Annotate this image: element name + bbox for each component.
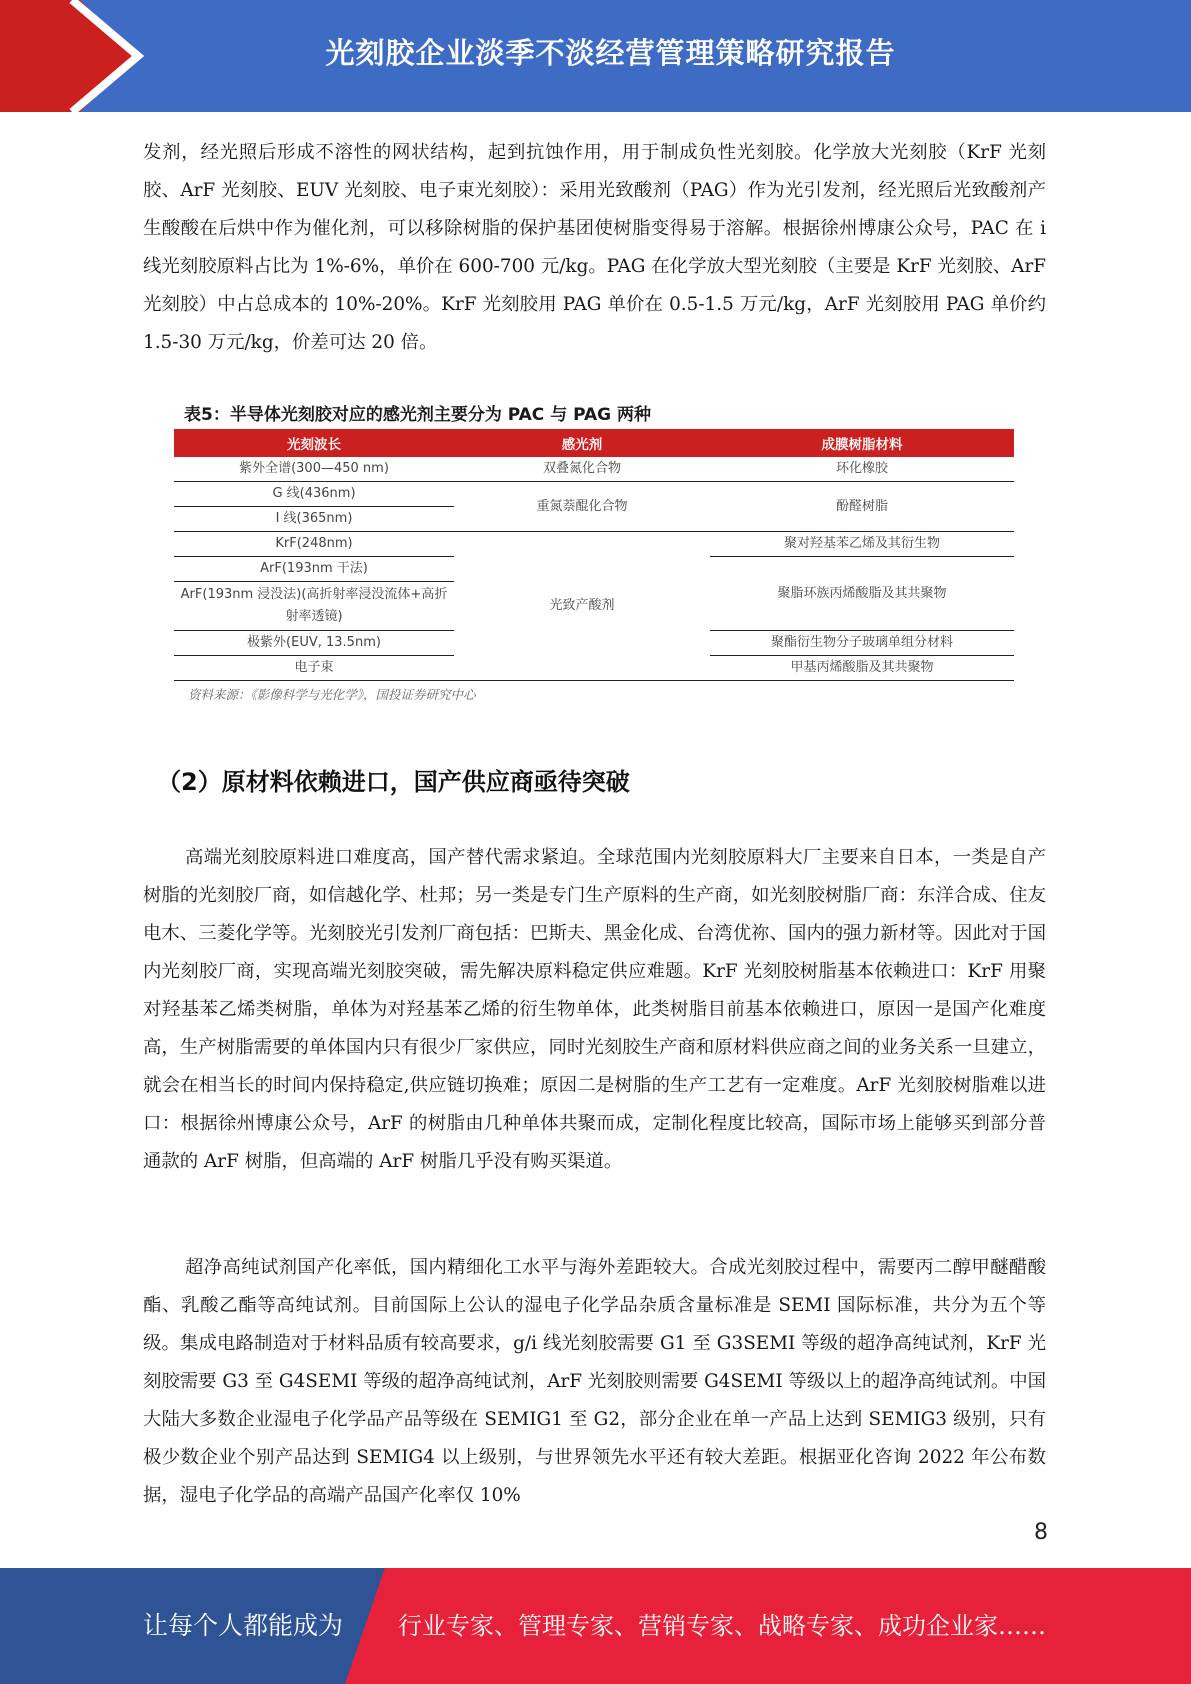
table-row [174, 457, 1014, 482]
table-header-cell: 成膜树脂材料 [710, 429, 1014, 457]
table-cell: 酚醛树脂 [710, 482, 1014, 532]
header-arrow-decoration [0, 0, 150, 112]
photoresist-sensitizer-table [174, 429, 1014, 681]
page-number: 8 [1034, 1520, 1048, 1545]
table-cell: ArF(193nm 干法) [174, 557, 454, 582]
table-cell: 双叠氮化合物 [454, 457, 710, 482]
table-cell: 电子束 [174, 656, 454, 681]
table-cell: 紫外全谱(300—450 nm) [174, 457, 454, 482]
table-cell: 重氮萘醌化合物 [454, 482, 710, 532]
body-paragraph-1: 发剂，经光照后形成不溶性的网状结构，起到抗蚀作用，用于制成负性光刻胶。化学放大光刻胶（KrF 光刻胶、ArF 光刻胶、EUV 光刻胶、电子束光刻胶）：采用光致酸剂（PAG）作为光引发剂，经光照后光致酸剂产生酸酸在后烘中作为催化剂，可以移除树脂的保护基团使树脂变得易于溶解。根据徐州博康公众号，PAC 在 i 线光刻胶原料占比为 1%-6%，单价在 600-700 元/kg。PAG 在化学放大型光刻胶（主要是 KrF 光刻胶、ArF 光刻胶）中占总成本的 10%-20%。KrF 光刻胶用 PAG 单价在 0.5-1.5 万元/kg，ArF 光刻胶用 PAG 单价约 1.5-30 万元/kg，价差可达 20 倍。 [143, 142, 1046, 353]
body-paragraph-3: 超净高纯试剂国产化率低，国内精细化工水平与海外差距较大。合成光刻胶过程中，需要丙二醇甲醚醋酸酯、乳酸乙酯等高纯试剂。目前国际上公认的湿电子化学品杂质含量标准是 SEMI 国际标准，共分为五个等级。集成电路制造对于材料品质有较高要求，g/i 线光刻胶需要 G1 至 G3SEMI 等级的超净高纯试剂，KrF 光刻胶需要 G3 至 G4SEMI 等级的超净高纯试剂，ArF 光刻胶则需要 G4SEMI 等级以上的超净高纯试剂。中国大陆大多数企业湿电子化学品产品等级在 SEMIG1 至 G2，部分企业在单一产品上达到 SEMIG3 级别，只有极少数企业个别产品达到 SEMIG4 以上级别，与世界领先水平还有较大差距。根据亚化咨询 2022 年公布数据，湿电子化学品的高端产品国产化率仅 10% [143, 1257, 1046, 1506]
table-cell: 环化橡胶 [710, 457, 1014, 482]
table-cell: 甲基丙烯酸脂及其共聚物 [710, 656, 1014, 681]
table-row [174, 482, 1014, 507]
table-5 [174, 402, 1014, 703]
table-cell: 极紫外(EUV, 13.5nm) [174, 631, 454, 656]
table-cell: 聚脂环族丙烯酸脂及其共聚物 [710, 557, 1014, 631]
footer-slogan-left: 让每个人都能成为 [143, 1611, 344, 1640]
table-header-row [174, 429, 1014, 457]
table-cell: ArF(193nm 浸没法)(高折射率浸没流体+高折射率透镜) [174, 582, 454, 631]
section-heading: （2）原材料依赖进口，国产供应商亟待突破 [157, 768, 630, 796]
report-title: 光刻胶企业淡季不淡经营管理策略研究报告 [325, 35, 896, 70]
page-header [0, 0, 1191, 112]
body-paragraph-2: 高端光刻胶原料进口难度高，国产替代需求紧迫。全球范围内光刻胶原料大厂主要来自日本，一类是自产树脂的光刻胶厂商，如信越化学、杜邦；另一类是专门生产原料的生产商，如光刻胶树脂厂商：东洋合成、住友电木、三菱化学等。光刻胶光引发剂厂商包括：巴斯夫、黑金化成、台湾优祢、国内的强力新材等。因此对于国内光刻胶厂商，实现高端光刻胶突破，需先解决原料稳定供应难题。KrF 光刻胶树脂基本依赖进口：KrF 用聚对羟基苯乙烯类树脂，单体为对羟基苯乙烯的衍生物单体，此类树脂目前基本依赖进口，原因一是国产化难度高，生产树脂需要的单体国内只有很少厂家供应，同时光刻胶生产商和原材料供应商之间的业务关系一旦建立，就会在相当长的时间内保持稳定,供应链切换难；原因二是树脂的生产工艺有一定难度。ArF 光刻胶树脂难以进口：根据徐州博康公众号，ArF 的树脂由几种单体共聚而成，定制化程度比较高，国际市场上能够买到部分普通款的 ArF 树脂，但高端的 ArF 树脂几乎没有购买渠道。 [143, 847, 1046, 1172]
table-cell: 聚酯衍生物分子玻璃单组分材料 [710, 631, 1014, 656]
table-cell: KrF(248nm) [174, 532, 454, 557]
table-row [174, 532, 1014, 557]
footer-slogan-right: 行业专家、管理专家、营销专家、战略专家、成功企业家…… [398, 1612, 1046, 1640]
table-source-note: 资料来源：《影像科学与光化学》，国投证券研究中心 [188, 687, 476, 702]
table-header-cell: 感光剂 [454, 429, 710, 457]
page-footer [0, 1568, 1191, 1684]
table-cell: 光致产酸剂 [454, 532, 710, 681]
table-caption: 表5：半导体光刻胶对应的感光剂主要分为 PAC 与 PAG 两种 [184, 405, 652, 425]
table-cell: I 线(365nm) [174, 507, 454, 532]
table-header-cell: 光刻波长 [174, 429, 454, 457]
table-cell: G 线(436nm) [174, 482, 454, 507]
table-cell: 聚对羟基苯乙烯及其衍生物 [710, 532, 1014, 557]
